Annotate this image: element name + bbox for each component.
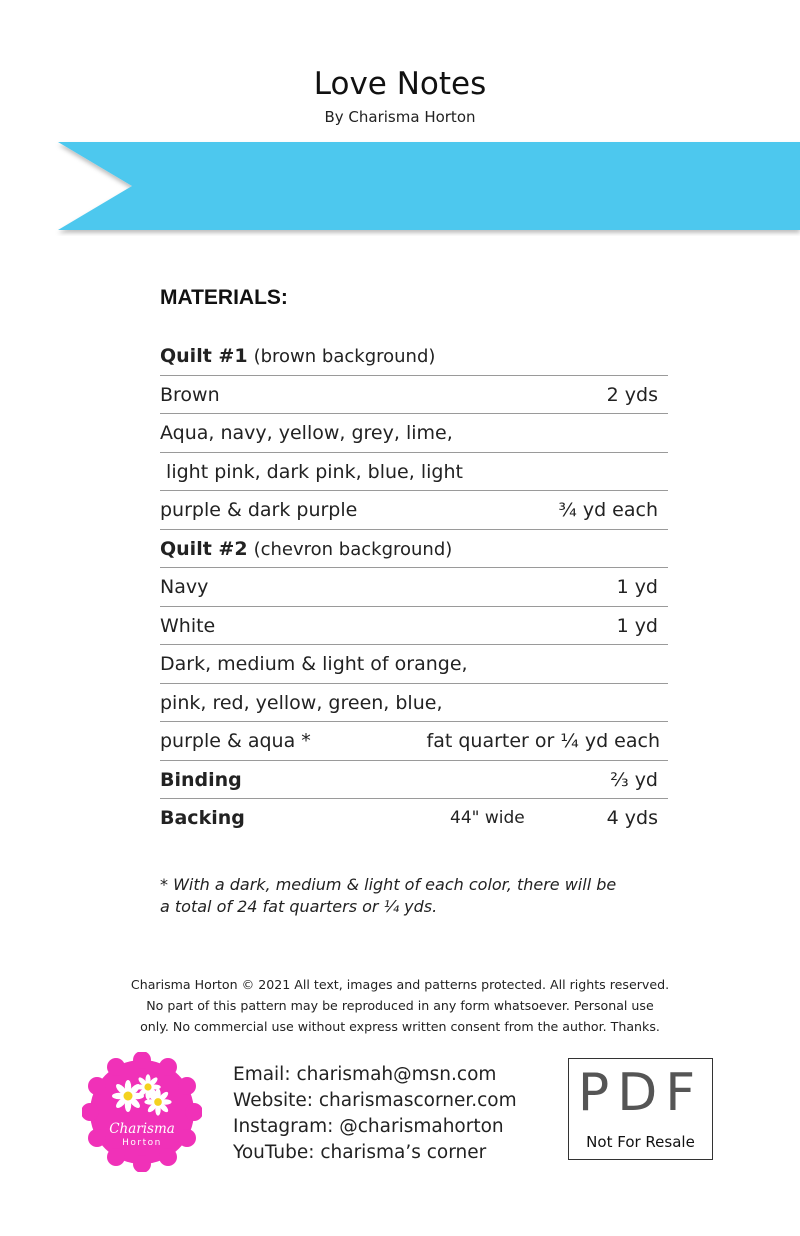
not-for-resale-label: Not For Resale	[586, 1133, 695, 1151]
material-name: purple & aqua *	[160, 730, 311, 752]
quilt2-note: (chevron background)	[253, 538, 453, 560]
material-amount: fat quarter or ¼ yd each	[426, 730, 660, 752]
table-row	[160, 722, 668, 761]
table-row	[160, 491, 668, 530]
material-amount: 2 yds	[606, 383, 658, 406]
copyright-line: only. No commercial use without express written consent from the author. Thanks.	[140, 1019, 660, 1034]
table-row	[160, 761, 668, 800]
material-name: light pink, dark pink, blue, light	[160, 460, 463, 483]
charisma-horton-logo	[82, 1052, 202, 1172]
materials-heading: MATERIALS:	[160, 286, 288, 309]
quilt1-note: (brown background)	[253, 346, 436, 367]
table-row	[160, 376, 668, 415]
backing-label: Backing	[160, 807, 245, 829]
table-row	[160, 645, 668, 684]
material-amount: ¾ yd each	[558, 499, 658, 521]
quilt1-label: Quilt #1	[160, 345, 248, 367]
table-row	[160, 337, 668, 376]
pdf-label: PDF	[577, 1063, 704, 1123]
copyright-line: Charisma Horton © 2021 All text, images and patterns protected. All rights reserved.	[130, 977, 670, 992]
table-row	[160, 799, 668, 838]
table-row	[160, 607, 668, 646]
backing-amount: 4 yds	[606, 807, 658, 829]
material-name: Dark, medium & light of orange,	[160, 653, 468, 675]
material-name: Navy	[160, 576, 209, 598]
table-row	[160, 414, 668, 453]
material-name: White	[160, 614, 216, 637]
backing-width: 44" wide	[450, 808, 525, 828]
table-row	[160, 453, 668, 492]
contact-website: Website: charismascorner.com	[233, 1090, 517, 1111]
contact-youtube: YouTube: charisma’s corner	[233, 1142, 487, 1163]
material-name: Brown	[160, 383, 220, 406]
material-amount: 1 yd	[616, 614, 658, 637]
materials-table	[160, 337, 668, 838]
contact-email: Email: charismah@msn.com	[233, 1064, 497, 1085]
footnote-line: * With a dark, medium & light of each color, there will be	[160, 875, 617, 894]
logo-surname: Horton	[122, 1138, 162, 1148]
logo-name: Charisma	[109, 1121, 175, 1137]
pdf-not-for-resale-stamp	[568, 1058, 713, 1160]
contact-instagram: Instagram: @charismahorton	[233, 1116, 504, 1137]
table-row	[160, 568, 668, 607]
material-amount: 1 yd	[616, 576, 658, 598]
materials-footnote	[160, 874, 680, 918]
table-row	[160, 684, 668, 723]
copyright-line: No part of this pattern may be reproduced in any form whatsoever. Personal use	[146, 998, 654, 1013]
banner-ribbon	[0, 140, 800, 236]
footnote-line: a total of 24 fat quarters or ¼ yds.	[160, 897, 438, 916]
binding-amount: ⅔ yd	[610, 768, 658, 791]
material-name: purple & dark purple	[160, 499, 358, 521]
page-subtitle: By Charisma Horton	[324, 108, 476, 126]
scalloped-badge	[82, 1052, 202, 1172]
binding-label: Binding	[160, 768, 242, 791]
material-name: Aqua, navy, yellow, grey, lime,	[160, 422, 453, 444]
table-row	[160, 530, 668, 569]
copyright-notice	[100, 974, 700, 1037]
contact-info	[233, 1062, 517, 1166]
material-name: pink, red, yellow, green, blue,	[160, 691, 443, 714]
page-title: Love Notes	[313, 66, 487, 102]
quilt2-label: Quilt #2	[160, 537, 248, 560]
